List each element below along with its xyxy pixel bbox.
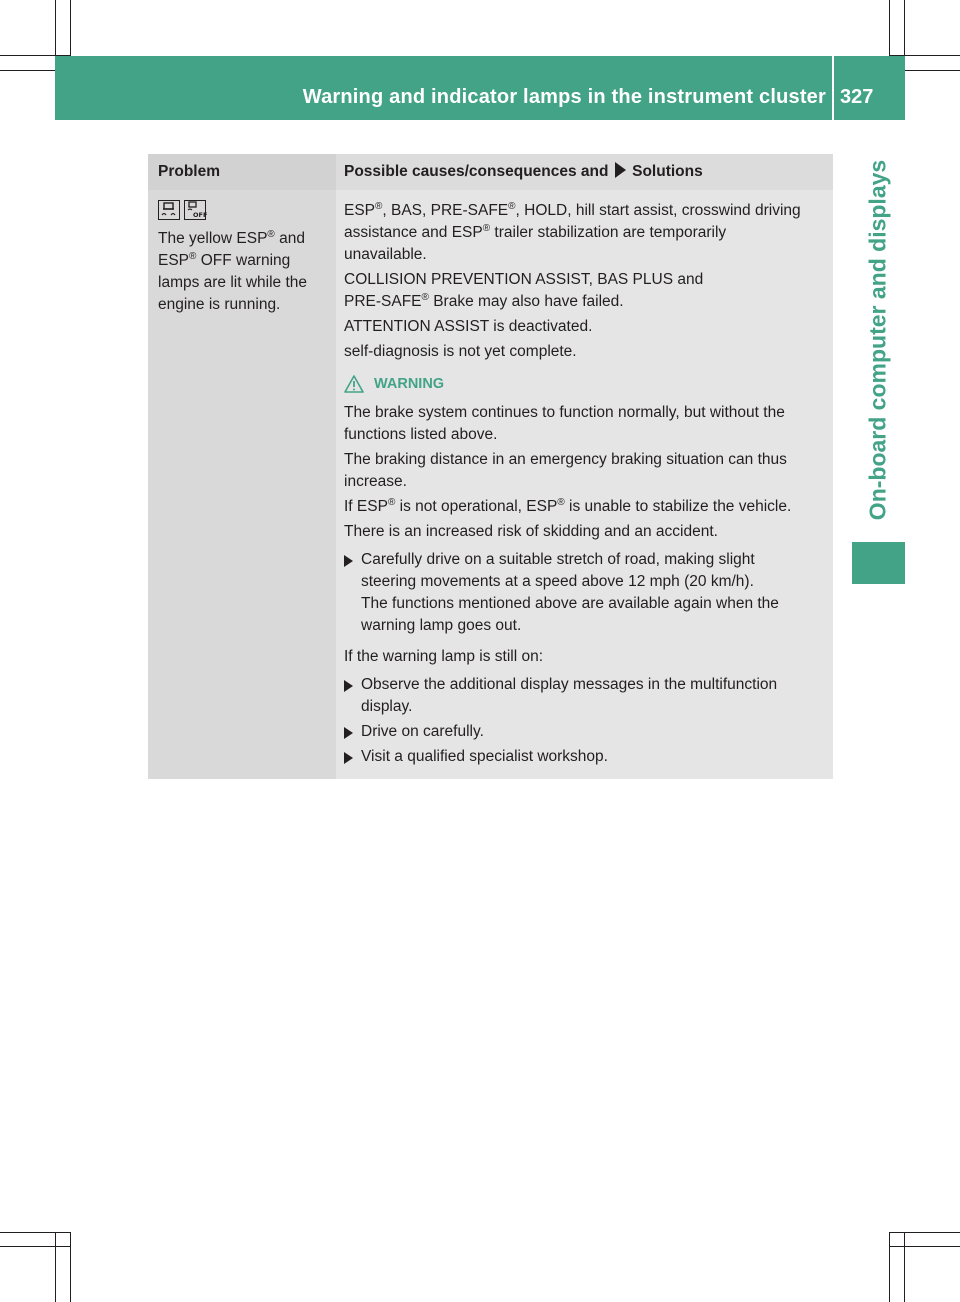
page-title: Warning and indicator lamps in the instrument cluster xyxy=(302,86,826,108)
warning-heading xyxy=(344,373,830,395)
causes-paragraph-3: ATTENTION ASSIST is deactivated. xyxy=(344,318,593,335)
crop-mark xyxy=(904,1232,905,1302)
warning-paragraph-1: The brake system continues to function normally, but without the functions listed above. xyxy=(344,404,785,443)
column-header-solutions-post: Solutions xyxy=(632,163,703,180)
problem-description: The yellow ESP® and ESP® OFF warning lamps are lit while the engine is running. xyxy=(158,228,308,313)
crop-mark xyxy=(70,1232,71,1302)
column-header-solutions xyxy=(336,154,833,190)
esp-warning-lamp-icon xyxy=(158,200,180,220)
column-header-problem: Problem xyxy=(148,154,336,190)
warning-triangle-icon xyxy=(344,375,364,393)
warning-paragraph-4: There is an increased risk of skidding and an accident. xyxy=(344,523,718,540)
svg-text:OFF: OFF xyxy=(193,211,208,219)
warning-label: WARNING xyxy=(374,376,445,392)
crop-mark xyxy=(889,1246,960,1247)
column-header-solutions-pre: Possible causes/consequences and xyxy=(344,163,609,180)
arrow-right-icon xyxy=(615,162,626,178)
warning-paragraph-2: The braking distance in an emergency braking situation can thus increase. xyxy=(344,451,787,490)
side-tab-marker xyxy=(852,542,905,584)
causes-paragraph-4: self-diagnosis is not yet complete. xyxy=(344,343,577,360)
header-divider xyxy=(832,56,834,120)
solution-step-1: Carefully drive on a suitable stretch of road, making slight steering movements at a speed above 12 mph (20 km/h). The functions mentioned above are available again when the warning lamp goes out. xyxy=(344,549,830,637)
still-on-text: If the warning lamp is still on: xyxy=(344,648,544,665)
crop-mark xyxy=(889,1232,960,1233)
causes-paragraph-2: COLLISION PREVENTION ASSIST, BAS PLUS and PRE-SAFE® Brake may also have failed. xyxy=(344,271,704,310)
warning-lamp-icons xyxy=(158,200,330,224)
problem-cell xyxy=(148,190,336,779)
solutions-cell xyxy=(336,190,833,779)
solution-step-4: Visit a qualified specialist workshop. xyxy=(344,746,830,768)
esp-off-warning-lamp-icon xyxy=(184,200,206,220)
crop-mark xyxy=(889,1232,890,1302)
crop-mark xyxy=(55,1232,56,1302)
page-number: 327 xyxy=(840,86,874,108)
warning-paragraph-3: If ESP® is not operational, ESP® is unable to stabilize the vehicle. xyxy=(344,496,792,515)
side-tab-label: On-board computer and displays xyxy=(864,159,891,521)
solution-step-2: Observe the additional display messages in the multifunction display. xyxy=(344,674,830,718)
crop-mark xyxy=(0,1246,70,1247)
solution-step-3: Drive on carefully. xyxy=(344,721,830,743)
crop-mark xyxy=(0,1232,70,1233)
problem-solutions-table xyxy=(148,154,833,779)
causes-paragraph-1: ESP®, BAS, PRE-SAFE®, HOLD, hill start assist, crosswind driving assistance and ESP® trailer stabilization are temporarily unavailable. xyxy=(344,200,801,263)
